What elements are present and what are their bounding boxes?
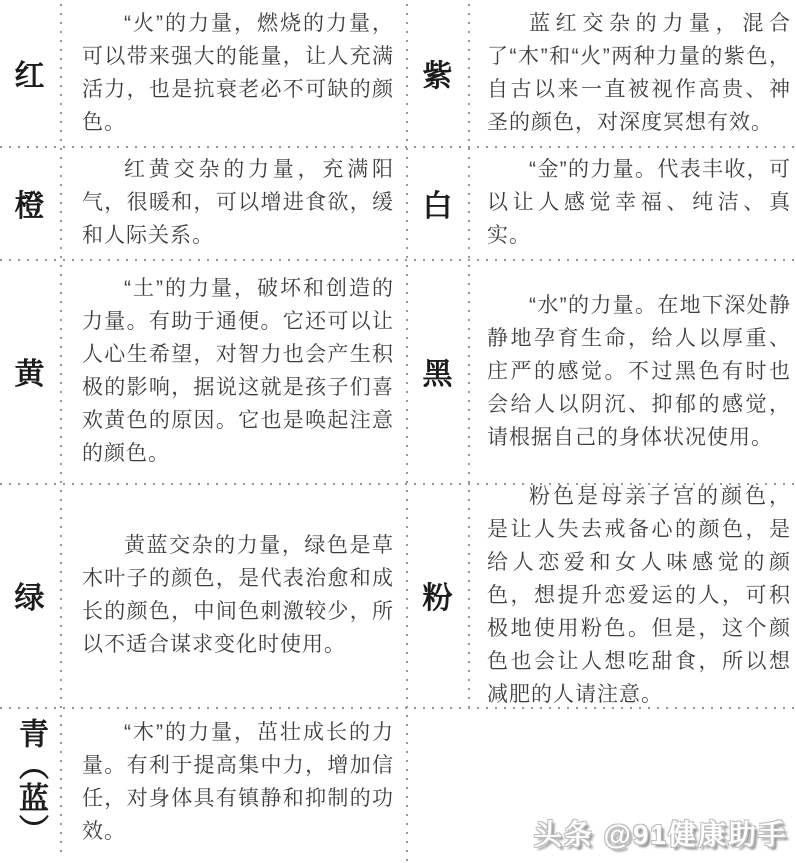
- watermark: 头条 @91健康助手: [533, 819, 788, 850]
- color-desc-pink: [487, 483, 791, 707]
- color-label-purple: 紫: [422, 60, 454, 93]
- color-desc-cyan-blue: [82, 707, 394, 857]
- color-label-red: 红: [14, 60, 46, 93]
- color-desc-white: [487, 146, 791, 259]
- color-label-orange: 橙: [14, 189, 46, 223]
- color-label-yellow: 黄: [14, 358, 46, 391]
- color-desc-orange-text: 红黄交杂的力量，充满阳气，很暖和，可以增进食欲，缓和人际关系。: [82, 158, 394, 247]
- color-desc-green: [82, 483, 394, 707]
- color-desc-yellow: [82, 259, 394, 483]
- divider-vertical-right-labels: [468, 4, 470, 708]
- color-desc-orange: [82, 146, 394, 259]
- color-desc-black-text: “水”的力量。在地下深处静静地孕育生命，给人以厚重、庄严的感觉。不过黑色有时也会给人以阴沉、抑郁的感觉，请根据自己的身体状况使用。: [487, 293, 791, 449]
- color-label-black: 黑: [422, 358, 454, 391]
- color-desc-pink-text: 粉色是母亲子宫的颜色，是让人失去戒备心的颜色，是给人恋爱和女人味感觉的颜色，想提升恋爱运的人，可积极地使用粉色。但是，这个颜色也会让人想吃甜食，所以想减肥的人请注意。: [487, 484, 791, 706]
- color-desc-green-text: 黄蓝交杂的力量，绿色是草木叶子的颜色，是代表治愈和成长的颜色，中间色刺激较少，所以不适合谋求变化时使用。: [82, 534, 394, 656]
- color-label-green: 绿: [14, 582, 46, 615]
- color-desc-red-text: “火”的力量，燃烧的力量，可以带来强大的能量，让人充满活力，也是抗衰老必不可缺的颜色。: [82, 12, 394, 134]
- color-desc-cyan-blue-text: “木”的力量，茁壮成长的力量。有利于提高集中力，增加信任，对身体具有镇静和抑制的功效。: [82, 721, 394, 843]
- color-label-cyan-blue: 青（蓝）: [14, 718, 47, 846]
- divider-vertical-left-labels: [60, 4, 62, 852]
- color-desc-red: [82, 0, 394, 146]
- color-label-pink: 粉: [422, 582, 454, 615]
- color-label-white: 白: [422, 189, 454, 223]
- color-desc-yellow-text: “土”的力量，破坏和创造的力量。有助于通便。它还可以让人心生希望，对智力也会产生积极的影响，据说这就是孩子们喜欢黄色的原因。它也是唤起注意的颜色。: [82, 277, 394, 465]
- color-desc-black: [487, 259, 791, 483]
- color-desc-white-text: “金”的力量。代表丰收，可以让人感觉幸福、纯洁、真实。: [487, 158, 791, 247]
- color-desc-purple: [487, 0, 791, 146]
- color-desc-purple-text: 蓝红交杂的力量，混合了“木”和“火”两种力量的紫色，自古以来一直被视作高贵、神圣的颜色，对深度冥想有效。: [487, 12, 791, 134]
